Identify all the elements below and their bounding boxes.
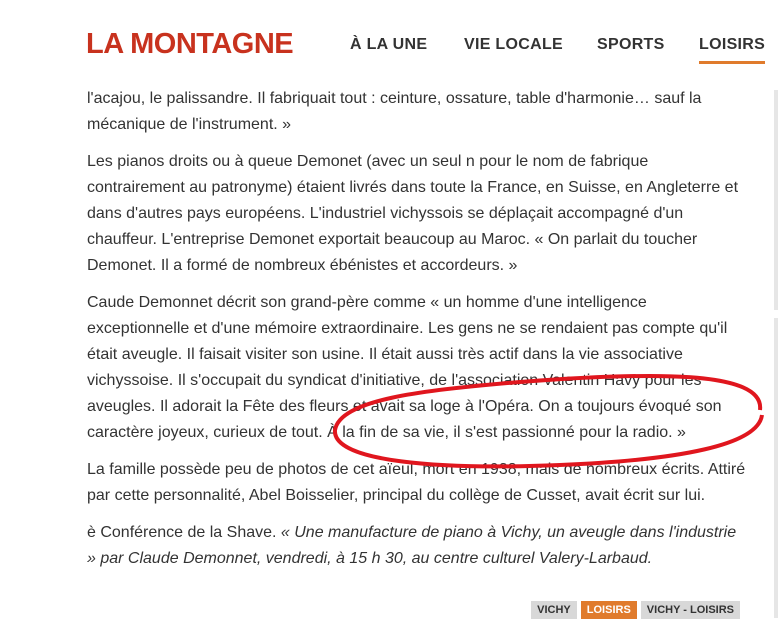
paragraph-4: La famille possède peu de photos de cet aïeul, mort en 1938, mais de nombreux écrits. Attiré par cette personnalité, Abel Boisselier, principal du collège de Cusset, avait écrit sur lui. xyxy=(87,461,746,504)
nav-vie-locale[interactable]: VIE LOCALE xyxy=(464,36,564,53)
site-logo[interactable]: LA MONTAGNE xyxy=(86,28,294,60)
scrollbar-track-top[interactable] xyxy=(774,90,778,310)
tag-vichy-loisirs[interactable]: VICHY - LOISIRS xyxy=(641,601,740,619)
nav-sports[interactable]: SPORTS xyxy=(597,36,665,53)
conference-details: « Une manufacture de piano à Vichy, un aveugle dans l'industrie » par Claude Demonnet, vendredi, à 15 h 30, au centre culturel Valery-Larbaud. xyxy=(87,524,737,567)
paragraph-2: Les pianos droits ou à queue Demonet (avec un seul n pour le nom de fabrique contrairement au patronyme) étaient livrés dans toute la France, en Suisse, en Angleterre et dans d'autres pays européens. L'industriel vichyssois se déplaçait accompagné d'un chauffeur. L'entreprise Demonet exportait beaucoup au Maroc. « On parlait du toucher Demonet. Il a formé de nombreux ébénistes et accordeurs. » xyxy=(87,153,739,274)
article-body xyxy=(87,86,747,583)
tag-list xyxy=(531,601,740,619)
site-header xyxy=(0,0,778,74)
tag-vichy[interactable]: VICHY xyxy=(531,601,577,619)
conference-prefix: è Conférence de la Shave. xyxy=(87,524,281,541)
paragraph-1: l'acajou, le palissandre. Il fabriquait tout : ceinture, ossature, table d'harmonie… sauf la mécanique de l'instrument. » xyxy=(87,90,702,133)
nav-loisirs[interactable]: LOISIRS xyxy=(699,36,765,64)
nav-a-la-une[interactable]: À LA UNE xyxy=(350,36,428,53)
paragraph-3: Caude Demonnet décrit son grand-père comme « un homme d'une intelligence exceptionnelle et d'une mémoire extraordinaire. Les gens ne se rendaient pas compte qu'il était aveugle. Il faisait visiter son usine. Il était aussi très actif dans la vie associative vichyssoise. Il s'occupait du syndicat d'initiative, de l'association Valentin Havy pour les aveugles. Il adorait la Fête des fleurs et avait sa loge à l'Opéra. On a toujours évoqué son caractère joyeux, curieux de tout. À la fin de sa vie, il s'est passionné pour la radio. » xyxy=(87,294,728,441)
conference-note xyxy=(87,520,747,572)
tag-loisirs[interactable]: LOISIRS xyxy=(581,601,637,619)
scrollbar-track-bottom[interactable] xyxy=(774,318,778,618)
